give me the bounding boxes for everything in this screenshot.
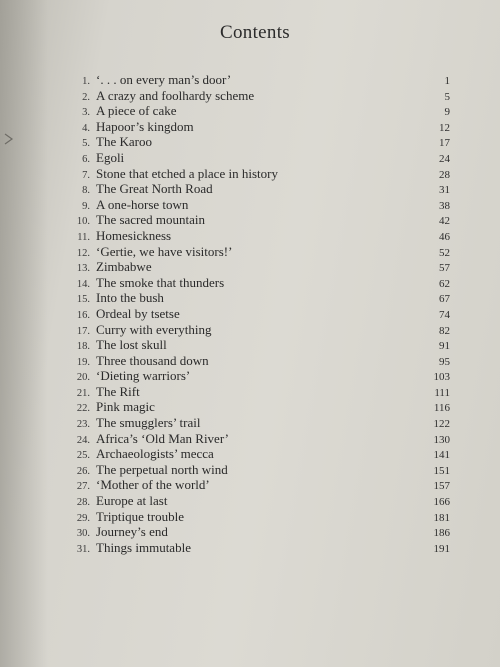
contents-entry — [72, 166, 450, 182]
chapter-number: 9. — [82, 200, 90, 212]
chapter-title: ‘Gertie, we have visitors!’ — [96, 243, 233, 259]
page-number: 103 — [433, 371, 450, 384]
contents-entry — [72, 259, 450, 275]
chapter-number: 1. — [82, 76, 90, 87]
page-number: 91 — [439, 340, 450, 353]
page-number: 82 — [439, 324, 450, 337]
page-number: 1 — [444, 75, 450, 87]
contents-entry — [72, 88, 450, 104]
chapter-number: 27. — [76, 481, 90, 493]
chapter-number: 23. — [76, 419, 90, 431]
page-number: 52 — [439, 246, 450, 259]
chapter-number: 18. — [76, 341, 90, 353]
contents-entry — [72, 446, 450, 462]
contents-entry — [72, 399, 450, 415]
contents-entry — [72, 540, 450, 556]
chapter-title: The perpetual north wind — [96, 461, 228, 477]
chapter-number: 14. — [76, 278, 90, 290]
contents-entry — [72, 322, 450, 338]
page-number: 42 — [439, 215, 450, 228]
chapter-title: Egoli — [96, 149, 125, 165]
chapter-title: Africa’s ‘Old Man River’ — [96, 430, 229, 446]
chapter-title: A one-horse town — [96, 196, 189, 212]
contents-entry — [72, 509, 450, 525]
contents-entry — [72, 212, 450, 228]
chapter-number: 26. — [76, 465, 90, 477]
chapter-number: 10. — [76, 216, 90, 228]
page-number: 31 — [439, 184, 450, 197]
chapter-number: 6. — [82, 153, 90, 165]
page-number: 57 — [439, 262, 450, 275]
page-number: 12 — [439, 121, 450, 134]
page-number: 5 — [444, 90, 450, 103]
chapter-title: The smugglers’ trail — [96, 415, 201, 431]
contents-entry — [72, 368, 450, 384]
contents-entry — [72, 431, 450, 447]
page-number: 166 — [433, 496, 450, 509]
chapter-title: ‘Dieting warriors’ — [96, 368, 191, 384]
chapter-title: Things immutable — [96, 539, 191, 555]
chapter-number: 2. — [82, 91, 90, 103]
chapter-title: Archaeologists’ mecca — [96, 446, 214, 462]
chapter-title: The Karoo — [96, 134, 152, 150]
chapter-number: 8. — [82, 185, 90, 197]
chapter-title: The sacred mountain — [96, 212, 206, 228]
chapter-number: 12. — [76, 247, 90, 259]
page-number: 157 — [433, 480, 450, 493]
contents-entry — [72, 72, 450, 88]
chapter-number: 25. — [76, 450, 90, 462]
chapter-number: 13. — [76, 263, 90, 275]
contents-entry — [72, 353, 450, 369]
page-title: Contents — [220, 22, 290, 43]
chapter-title: Europe at last — [96, 493, 168, 509]
contents-entry — [72, 415, 450, 431]
contents-entry — [72, 462, 450, 478]
contents-entry — [72, 228, 450, 244]
contents-entry — [72, 244, 450, 260]
page-number: 191 — [433, 542, 450, 555]
chapter-title: Ordeal by tsetse — [96, 305, 180, 321]
pencil-mark-icon — [4, 132, 14, 146]
page-number: 181 — [433, 511, 450, 524]
contents-entry — [72, 119, 450, 135]
chapter-title: A crazy and foolhardy scheme — [96, 87, 255, 103]
contents-list — [72, 72, 450, 555]
chapter-number: 24. — [76, 434, 90, 446]
chapter-number: 28. — [76, 497, 90, 509]
chapter-number: 15. — [76, 294, 90, 306]
chapter-title: ‘Mother of the world’ — [96, 477, 210, 493]
chapter-number: 29. — [76, 512, 90, 524]
chapter-title: Triptique trouble — [96, 508, 184, 524]
page-number: 95 — [439, 355, 450, 368]
contents-entry — [72, 150, 450, 166]
page-number: 28 — [439, 168, 450, 181]
page-number: 67 — [439, 293, 450, 306]
page-number: 122 — [433, 418, 450, 431]
chapter-title: A piece of cake — [96, 103, 177, 119]
contents-entry — [72, 493, 450, 509]
chapter-title: Stone that etched a place in history — [96, 165, 278, 181]
page-number: 186 — [433, 527, 450, 540]
chapter-number: 4. — [82, 122, 90, 134]
page-number: 130 — [433, 433, 450, 446]
chapter-number: 17. — [76, 325, 90, 337]
contents-entry — [72, 384, 450, 400]
contents-entry — [72, 337, 450, 353]
chapter-title: Journey’s end — [96, 524, 168, 540]
chapter-number: 3. — [82, 107, 90, 119]
chapter-title: The lost skull — [96, 337, 167, 353]
page-number: 9 — [444, 106, 450, 119]
chapter-title: Into the bush — [96, 290, 164, 306]
page-number: 116 — [433, 402, 450, 415]
page-number: 141 — [433, 449, 450, 462]
page-number: 24 — [439, 152, 450, 165]
contents-entry — [72, 134, 450, 150]
chapter-title: Zimbabwe — [96, 259, 152, 275]
contents-entry — [72, 524, 450, 540]
page-number: 38 — [439, 199, 450, 212]
chapter-title: The smoke that thunders — [96, 274, 225, 290]
page-number: 111 — [434, 386, 450, 399]
chapter-number: 19. — [76, 356, 90, 368]
contents-entry — [72, 103, 450, 119]
chapter-number: 5. — [82, 138, 90, 150]
chapter-number: 31. — [76, 543, 90, 555]
page-number: 62 — [439, 277, 450, 290]
contents-entry — [72, 197, 450, 213]
chapter-number: 11. — [77, 231, 90, 243]
chapter-title: Pink magic — [96, 399, 155, 415]
contents-entry — [72, 306, 450, 322]
page-number: 151 — [433, 464, 450, 477]
page-number: 74 — [439, 308, 450, 321]
page-number: 17 — [439, 137, 450, 150]
chapter-number: 7. — [82, 169, 90, 181]
contents-entry — [72, 181, 450, 197]
contents-entry — [72, 275, 450, 291]
contents-entry — [72, 290, 450, 306]
chapter-title: Three thousand down — [96, 352, 209, 368]
chapter-title: The Great North Road — [96, 181, 213, 197]
chapter-number: 20. — [76, 372, 90, 384]
contents-entry — [72, 477, 450, 493]
chapter-number: 22. — [76, 403, 90, 415]
chapter-number: 21. — [76, 387, 90, 399]
chapter-number: 30. — [76, 528, 90, 540]
chapter-title: Hapoor’s kingdom — [96, 118, 194, 134]
chapter-title: The Rift — [96, 383, 140, 399]
chapter-title: ‘. . . on every man’s door’ — [96, 72, 232, 87]
page-number: 46 — [439, 230, 450, 243]
chapter-number: 16. — [76, 309, 90, 321]
chapter-title: Homesickness — [96, 227, 172, 243]
chapter-title: Curry with everything — [96, 321, 212, 337]
